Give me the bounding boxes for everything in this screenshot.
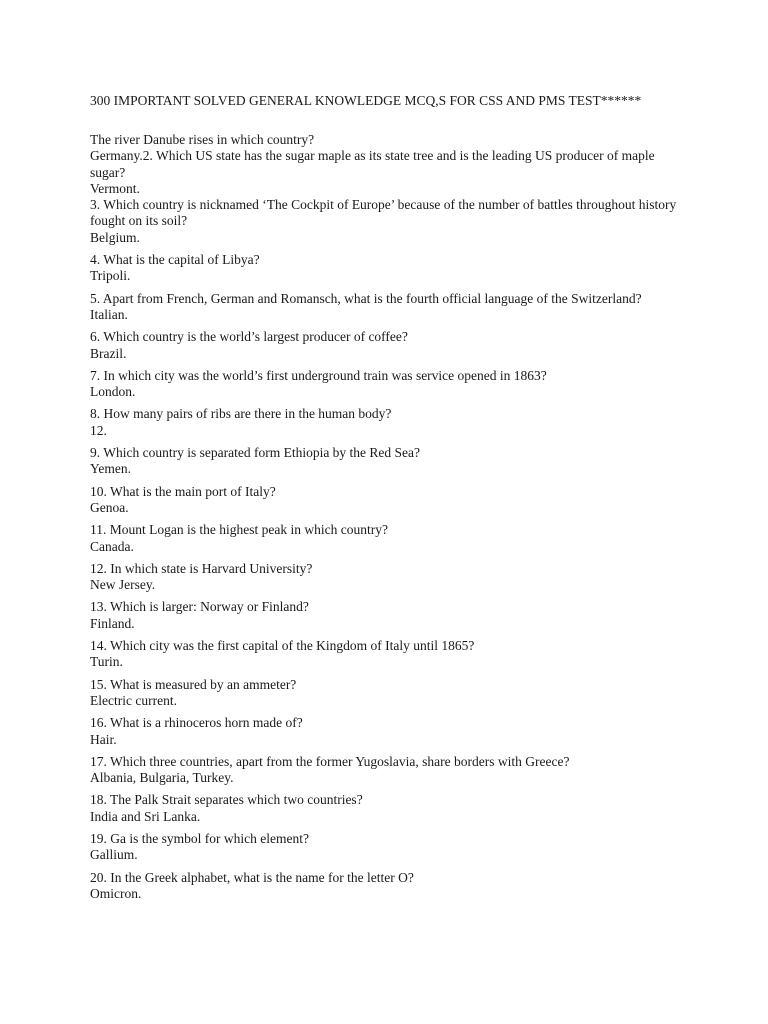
answer-text: Belgium. <box>90 229 140 245</box>
answer-text: Omicron. <box>90 885 142 901</box>
qa-item-7 <box>90 368 690 401</box>
question-text: 18. The Palk Strait separates which two countries? <box>90 792 363 808</box>
answer-text: New Jersey. <box>90 577 156 593</box>
answer-text: Brazil. <box>90 345 127 361</box>
question-text: 3. Which country is nicknamed ‘The Cockpit of Europe’ because of the number of battles throughout history fought on its soil? <box>90 197 677 229</box>
question-text: 11. Mount Logan is the highest peak in which country? <box>90 522 388 538</box>
qa-item-5 <box>90 291 690 324</box>
question-text: 15. What is measured by an ammeter? <box>90 676 297 692</box>
answer-text: Electric current. <box>90 692 177 708</box>
document-title: 300 IMPORTANT SOLVED GENERAL KNOWLEDGE MCQ,S FOR CSS AND PMS TEST****** <box>90 93 642 108</box>
question-text: 20. In the Greek alphabet, what is the name for the letter O? <box>90 869 414 885</box>
question-text: 16. What is a rhinoceros horn made of? <box>90 715 303 731</box>
question-text: The river Danube rises in which country? <box>90 132 315 147</box>
answer-text: Vermont. <box>90 180 140 196</box>
qa-item-3 <box>90 197 690 246</box>
question-text: 5. Apart from French, German and Romansch, what is the fourth official language of the Switzerland? <box>90 290 642 306</box>
answer-text: Tripoli. <box>90 268 131 284</box>
answer-text: Gallium. <box>90 847 138 863</box>
question-text: 12. In which state is Harvard University? <box>90 560 313 576</box>
qa-item-17 <box>90 754 690 787</box>
answer-text: Canada. <box>90 538 134 554</box>
qa-item-18 <box>90 792 690 825</box>
question-text: 9. Which country is separated form Ethiopia by the Red Sea? <box>90 445 421 461</box>
question-text: 4. What is the capital of Libya? <box>90 252 260 268</box>
question-text: 7. In which city was the world’s first underground train was service opened in 1863? <box>90 367 547 383</box>
answer-text: 12. <box>90 422 107 438</box>
answer-text: Germany.2. Which US state has the sugar maple as its state tree and is the leading US producer of maple sugar? <box>90 148 655 180</box>
question-text: 8. How many pairs of ribs are there in the human body? <box>90 406 392 422</box>
qa-item-9 <box>90 445 690 478</box>
answer-text: Albania, Bulgaria, Turkey. <box>90 770 234 786</box>
question-text: 13. Which is larger: Norway or Finland? <box>90 599 309 615</box>
answer-text: Turin. <box>90 654 123 670</box>
qa-item-14 <box>90 638 690 671</box>
answer-text: Finland. <box>90 615 135 631</box>
qa-item-12 <box>90 561 690 594</box>
qa-item-20 <box>90 870 690 903</box>
answer-text: Hair. <box>90 731 117 747</box>
answer-text: India and Sri Lanka. <box>90 808 201 824</box>
question-text: 6. Which country is the world’s largest producer of coffee? <box>90 329 408 345</box>
qa-item-15 <box>90 677 690 710</box>
qa-item-1 <box>90 132 690 181</box>
answer-text: Yemen. <box>90 461 132 477</box>
qa-item-8 <box>90 406 690 439</box>
qa-item-2 <box>90 181 690 197</box>
document-page <box>90 92 690 908</box>
question-text: 19. Ga is the symbol for which element? <box>90 830 309 846</box>
qa-item-13 <box>90 599 690 632</box>
qa-item-6 <box>90 329 690 362</box>
question-text: 14. Which city was the first capital of the Kingdom of Italy until 1865? <box>90 638 475 654</box>
question-text: 17. Which three countries, apart from the former Yugoslavia, share borders with Greece? <box>90 753 570 769</box>
qa-item-11 <box>90 522 690 555</box>
answer-text: Genoa. <box>90 499 129 515</box>
answer-text: Italian. <box>90 306 128 322</box>
answer-text: London. <box>90 384 136 400</box>
question-text: 10. What is the main port of Italy? <box>90 483 276 499</box>
qa-item-10 <box>90 484 690 517</box>
qa-item-19 <box>90 831 690 864</box>
qa-item-16 <box>90 715 690 748</box>
qa-item-4 <box>90 252 690 285</box>
